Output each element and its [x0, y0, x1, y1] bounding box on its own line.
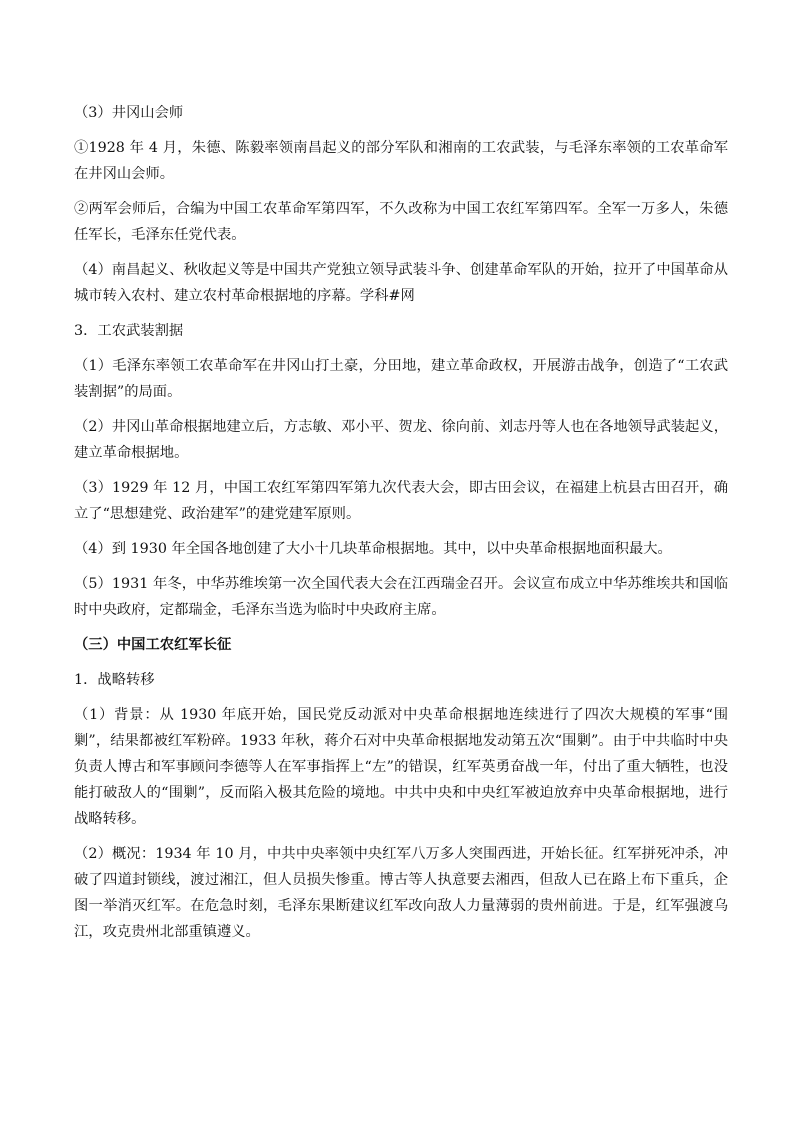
paragraph-9: （4）到 1930 年全国各地创建了大小十几块革命根据地。其中，以中央革命根据地面积最大。	[74, 541, 672, 557]
section-heading-3: 3．工农武装割据	[74, 323, 184, 339]
section-heading-long-march: （三）中国工农红军长征	[74, 637, 232, 653]
paragraph-6: （1）毛泽东率领工农革命军在井冈山打土豪，分田地，建立革命政权，开展游击战争，创造了“工农武装割据”的局面。	[74, 358, 728, 400]
paragraph-8: （3）1929 年 12 月，中国工农红军第四军第九次代表大会，即古田会议，在福建上杭县古田召开，确立了“思想建党、政治建军”的建党建军原则。	[74, 480, 728, 522]
paragraph-overview: （2）概况：1934 年 10 月，中共中央率领中央红军八万多人突围西进，开始长征。红军拼死冲杀，冲破了四道封锁线，渡过湘江，但人员损失惨重。博古等人执意要去湘西，但敌人已在路上布下重兵，企图一举消灭红军。在危急时刻，毛泽东果断建议红军改向敌人力量薄弱的贵州前进。于是，红军强渡乌江，攻克贵州北部重镇遵义。	[74, 846, 728, 940]
paragraph-1: （3）井冈山会师	[74, 105, 184, 121]
paragraph-3: ②两军会师后，合编为中国工农革命军第四军，不久改称为中国工农红军第四军。全军一万多人，朱德任军长，毛泽东任党代表。	[74, 201, 728, 243]
subheading-strategic-transfer: 1．战略转移	[74, 672, 155, 688]
paragraph-7: （2）井冈山革命根据地建立后，方志敏、邓小平、贺龙、徐向前、刘志丹等人也在各地领导武装起义，建立革命根据地。	[74, 419, 728, 461]
paragraph-background: （1）背景：从 1930 年底开始，国民党反动派对中央革命根据地连续进行了四次大规模的军事“围剿”，结果都被红军粉碎。1933 年秋，蒋介石对中央革命根据地发动第五次“围剿”。由于中共临时中央负责人博古和军事顾问李德等人在军事指挥上“左”的错误，红军英勇奋战一年，付出了重大牺牲，也没能打破敌人的“围剿”，反而陷入极其危险的境地。中共中央和中央红军被迫放弃中央革命根据地，进行战略转移。	[74, 707, 728, 827]
document-body	[74, 100, 728, 954]
paragraph-4: （4）南昌起义、秋收起义等是中国共产党独立领导武装斗争、创建革命军队的开始，拉开了中国革命从城市转入农村、建立农村革命根据地的序幕。学科#网	[74, 262, 728, 304]
paragraph-10: （5）1931 年冬，中华苏维埃第一次全国代表大会在江西瑞金召开。会议宣布成立中华苏维埃共和国临时中央政府，定都瑞金，毛泽东当选为临时中央政府主席。	[74, 576, 728, 618]
paragraph-2: ①1928 年 4 月，朱德、陈毅率领南昌起义的部分军队和湘南的工农武装，与毛泽东率领的工农革命军在井冈山会师。	[74, 140, 728, 182]
